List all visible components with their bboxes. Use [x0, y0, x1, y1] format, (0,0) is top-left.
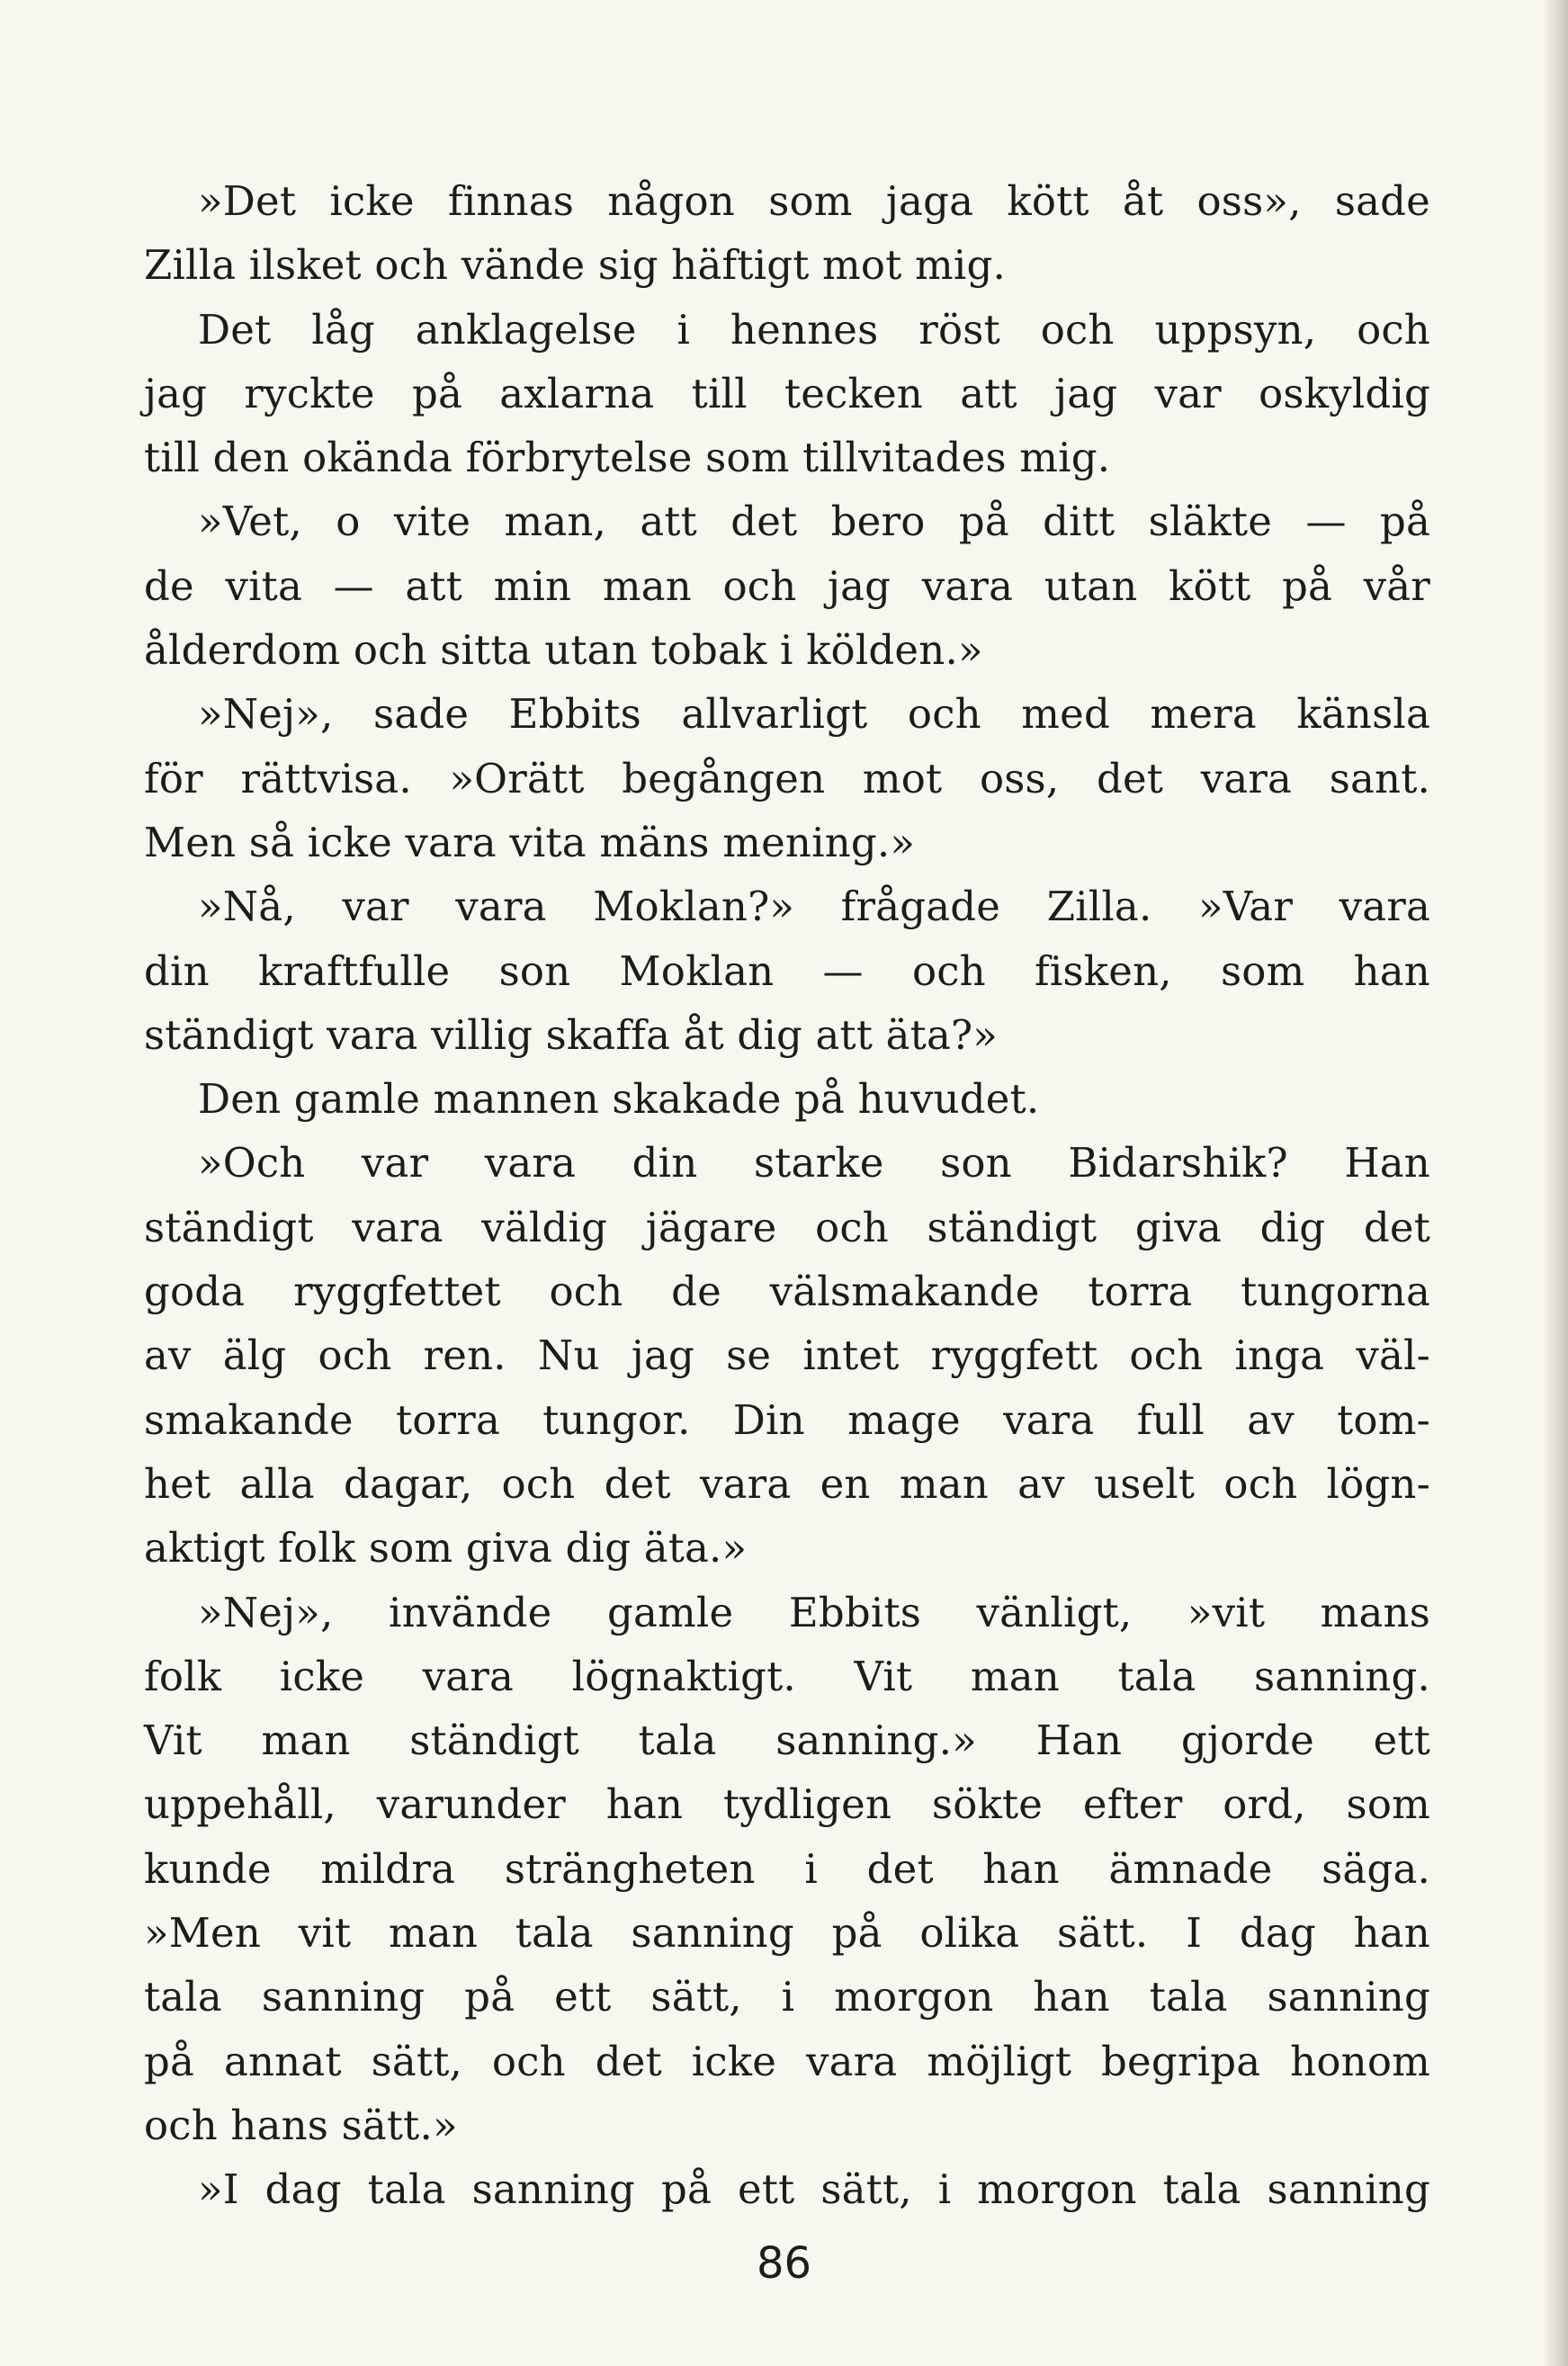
text-line: uppehåll, varunder han tydligen sökte efter ord, som [144, 1780, 1430, 1829]
text-line: ständigt vara väldig jägare och ständigt giva dig det [144, 1203, 1430, 1251]
text-line: »Det icke finnas någon som jaga kött åt oss», sade [198, 177, 1430, 225]
text-line: jag ryckte på axlarna till tecken att jag var oskyldig [144, 369, 1430, 417]
text-line: »Nej», sade Ebbits allvarligt och med mera känsla [198, 690, 1430, 739]
text-line: av älg och ren. Nu jag se intet ryggfett och inga väl- [144, 1331, 1430, 1380]
text-line: ålderdom och sitta utan tobak i kölden.» [144, 626, 983, 675]
text-line: »Nej», invände gamle Ebbits vänligt, »vit mans [198, 1588, 1430, 1636]
page-edge-shadow [1543, 0, 1568, 2366]
text-line: Zilla ilsket och vände sig häftigt mot mig. [144, 241, 1006, 290]
text-line: aktigt folk som giva dig äta.» [144, 1524, 748, 1573]
text-line: »I dag tala sanning på ett sätt, i morgon tala sanning [198, 2165, 1430, 2214]
text-line: och hans sätt.» [144, 2101, 458, 2149]
text-line: »Men vit man tala sanning på olika sätt. I dag han [144, 1909, 1430, 1958]
text-line: för rättvisa. »Orätt begången mot oss, det vara sant. [144, 754, 1430, 802]
text-line: smakande torra tungor. Din mage vara full av tom- [144, 1395, 1430, 1444]
text-line: Men så icke vara vita mäns mening.» [144, 818, 916, 866]
text-line: på annat sätt, och det icke vara möjligt begripa honom [144, 2037, 1430, 2085]
text-line: din kraftfulle son Moklan — och fisken, som han [144, 946, 1430, 995]
text-line: ständigt vara villig skaffa åt dig att äta?» [144, 1010, 999, 1059]
text-line: goda ryggfettet och de välsmakande torra tungorna [144, 1268, 1430, 1316]
text-line: »Och var vara din starke son Bidarshik? Han [198, 1139, 1430, 1187]
text-line: till den okända förbrytelse som tillvitades mig. [144, 434, 1111, 482]
text-line: Vit man ständigt tala sanning.» Han gjorde ett [144, 1716, 1430, 1765]
text-line: »Vet, o vite man, att det bero på ditt släkte — på [198, 497, 1430, 546]
text-line: »Nå, var vara Moklan?» frågade Zilla. »Var vara [198, 883, 1430, 931]
text-line: de vita — att min man och jag vara utan kött på vår [144, 561, 1430, 610]
text-line: Det låg anklagelse i hennes röst och uppsyn, och [198, 305, 1430, 354]
text-line: Den gamle mannen skakade på huvudet. [198, 1075, 1040, 1124]
text-line: folk icke vara lögnaktigt. Vit man tala sanning. [144, 1652, 1430, 1700]
text-line: kunde mildra strängheten i det han ämnade säga. [144, 1844, 1430, 1893]
text-line: het alla dagar, och det vara en man av uselt och lögn- [144, 1459, 1430, 1508]
text-line: tala sanning på ett sätt, i morgon han tala sanning [144, 1973, 1430, 2021]
body-text [144, 169, 1430, 2222]
page-number: 86 [756, 2238, 812, 2289]
